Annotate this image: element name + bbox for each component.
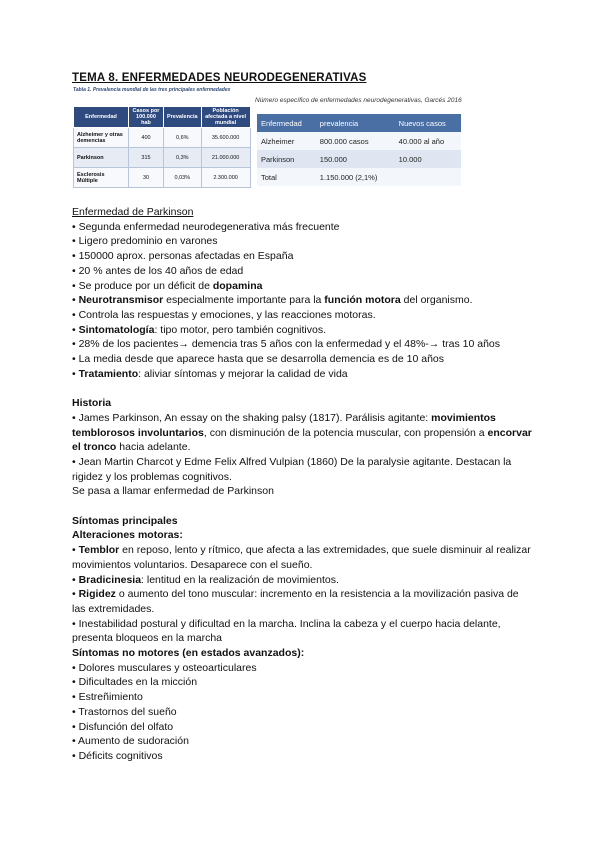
text-span: : lentitud en la realización de movimientos.: [141, 573, 339, 586]
table-header-row: [257, 114, 461, 132]
table-header: Casos por 100.000 hab: [129, 107, 164, 128]
text-span: o aumento del tono muscular: incremento en la resistencia a la movilización pasiva de las extremidades.: [72, 588, 519, 615]
motoras-heading: [72, 528, 532, 543]
spacer: [72, 499, 532, 514]
table-header-row: [74, 107, 251, 128]
list-item: • Aumento de sudoración: [72, 735, 189, 748]
table1-caption: Tabla 1. Prevalencia mundial de las tres principales enfermedades: [73, 87, 231, 93]
table-header: Prevalencia: [164, 107, 202, 128]
text-span: •: [72, 588, 79, 601]
list-item: • Ligero predominio en varones: [72, 235, 218, 248]
list-item: • Dolores musculares y osteoarticulares: [72, 661, 257, 674]
list-item: [72, 293, 532, 308]
list-item: • Disfunción del olfato: [72, 720, 174, 733]
table-cell: 30: [129, 168, 164, 188]
table-cell: 315: [129, 148, 164, 168]
table-row: [257, 150, 461, 168]
table-cell: Alzheimer y otras demencias: [74, 128, 129, 148]
heading-text: Historia: [72, 397, 112, 410]
table-cell: Parkinson: [257, 150, 316, 168]
text-span: •: [72, 573, 79, 586]
list-item: • La media desde que aparece hasta que se desarrolla demencia es de 10 años: [72, 353, 445, 366]
table-row: [257, 168, 461, 186]
list-item: [72, 323, 532, 338]
text-span: hacia adelante.: [116, 441, 191, 454]
bold-term: dopamina: [212, 279, 263, 292]
bold-term: encorvar el tronco: [72, 426, 532, 454]
document-body: [72, 205, 532, 764]
table-cell: 2.300.000: [201, 168, 250, 188]
no-motores-heading: [72, 646, 532, 661]
paragraph: Se pasa a llamar enfermedad de Parkinson: [72, 485, 274, 498]
list-item: • Estreñimiento: [72, 691, 143, 704]
table-cell: 400: [129, 128, 164, 148]
table-cell: 40.000 al año: [395, 132, 461, 150]
table-cell: 0,03%: [164, 168, 202, 188]
text-span: en reposo, lento y rítmico, que afecta a las extremidades, que suele disminuir al realizar movimientos voluntarios. Desaparece con el sueño.: [72, 544, 531, 571]
paragraph: • Jean Martin Charcot y Edme Felix Alfred Vulpian (1860) De la paralysie agitante. Destacan la rigidez y los problemas cognitivos.: [72, 455, 512, 483]
bold-term: Tratamiento: [78, 367, 139, 380]
list-item: [72, 279, 532, 294]
text-span: , con disminución de la potencia muscular, con propensión a: [203, 426, 488, 439]
text-span: : tipo motor, pero también cognitivos.: [154, 323, 327, 336]
bold-term: función motora: [324, 294, 401, 307]
text-span: •: [72, 367, 79, 380]
text-span: •: [72, 294, 79, 307]
table-header: Población afectada a nivel mundial: [201, 107, 250, 128]
table-cell: 21.000.000: [201, 148, 250, 168]
text-span: del organismo.: [400, 294, 473, 307]
table-cell: 150.000: [316, 150, 395, 168]
parkinson-heading: Enfermedad de Parkinson: [72, 206, 194, 218]
text-span: especialmente importante para la: [163, 294, 325, 307]
table-header: prevalencia: [316, 114, 395, 132]
table-row: [74, 148, 251, 168]
list-item: • 20 % antes de los 40 años de edad: [72, 264, 244, 277]
paragraph: [72, 411, 532, 455]
table-header: Enfermedad: [257, 114, 316, 132]
page-title: TEMA 8. ENFERMEDADES NEURODEGENERATIVAS: [72, 72, 367, 84]
text-span: • Se produce por un déficit de: [72, 279, 213, 292]
cases-table: [257, 114, 461, 186]
table-cell: Parkinson: [74, 148, 129, 168]
list-item: • Trastornos del sueño: [72, 705, 177, 718]
table-cell: 35.600.000: [201, 128, 250, 148]
list-item: [72, 543, 532, 572]
table-cell: 0,3%: [164, 148, 202, 168]
table-cell: Total: [257, 168, 316, 186]
text-span: : aliviar síntomas y mejorar la calidad de vida: [138, 367, 348, 380]
text-span: •: [72, 544, 79, 557]
table-header: Nuevos casos: [395, 114, 461, 132]
bold-term: movimientos temblorosos involuntarios: [72, 411, 496, 439]
sintomas-heading: [72, 514, 532, 529]
bold-term: Sintomatología: [78, 323, 155, 336]
list-item: [72, 587, 532, 616]
table-row: [257, 132, 461, 150]
list-item: • 150000 aprox. personas afectadas en España: [72, 250, 294, 263]
list-item: • Déficits cognitivos: [72, 749, 163, 762]
heading-text: Síntomas principales: [72, 514, 178, 527]
list-item: • Segunda enfermedad neurodegenerativa más frecuente: [72, 220, 340, 233]
bold-term: Bradicinesia: [78, 573, 142, 586]
table-cell: 800.000 casos: [316, 132, 395, 150]
table-header: Enfermedad: [74, 107, 129, 128]
list-item: [72, 573, 532, 588]
bold-term: Neurotransmisor: [78, 294, 164, 307]
bold-term: Rigidez: [78, 588, 116, 601]
table-row: [74, 168, 251, 188]
list-item: • Controla las respuestas y emociones, y las reacciones motoras.: [72, 308, 376, 321]
text-span: • James Parkinson, An essay on the shaking palsy (1817). Parálisis agitante:: [72, 411, 432, 424]
spacer: [72, 381, 532, 396]
list-item: • 28% de los pacientes→ demencia tras 5 años con la enfermedad y el 48%-→ tras 10 años: [72, 338, 500, 351]
bold-term: Temblor: [78, 544, 120, 557]
historia-heading: [72, 396, 532, 411]
heading-text: Síntomas no motores (en estados avanzados):: [72, 647, 305, 660]
table2-caption: Número específico de enfermedades neurodegenerativas, Garcés 2016: [255, 97, 462, 104]
list-item: [72, 367, 532, 382]
table-row: [74, 128, 251, 148]
table-cell: [395, 168, 461, 186]
prevalence-table: [73, 106, 251, 188]
heading-text: Alteraciones motoras:: [72, 529, 183, 542]
table-cell: 0,6%: [164, 128, 202, 148]
list-item: • Inestabilidad postural y dificultad en la marcha. Inclina la cabeza y el cuerpo hacia delante, presenta bloqueos en la marcha: [72, 617, 501, 645]
list-item: • Dificultades en la micción: [72, 676, 198, 689]
table-cell: Alzheimer: [257, 132, 316, 150]
text-span: •: [72, 323, 79, 336]
table-cell: Esclerosis Múltiple: [74, 168, 129, 188]
table-cell: 1.150.000 (2,1%): [316, 168, 395, 186]
table-cell: 10.000: [395, 150, 461, 168]
